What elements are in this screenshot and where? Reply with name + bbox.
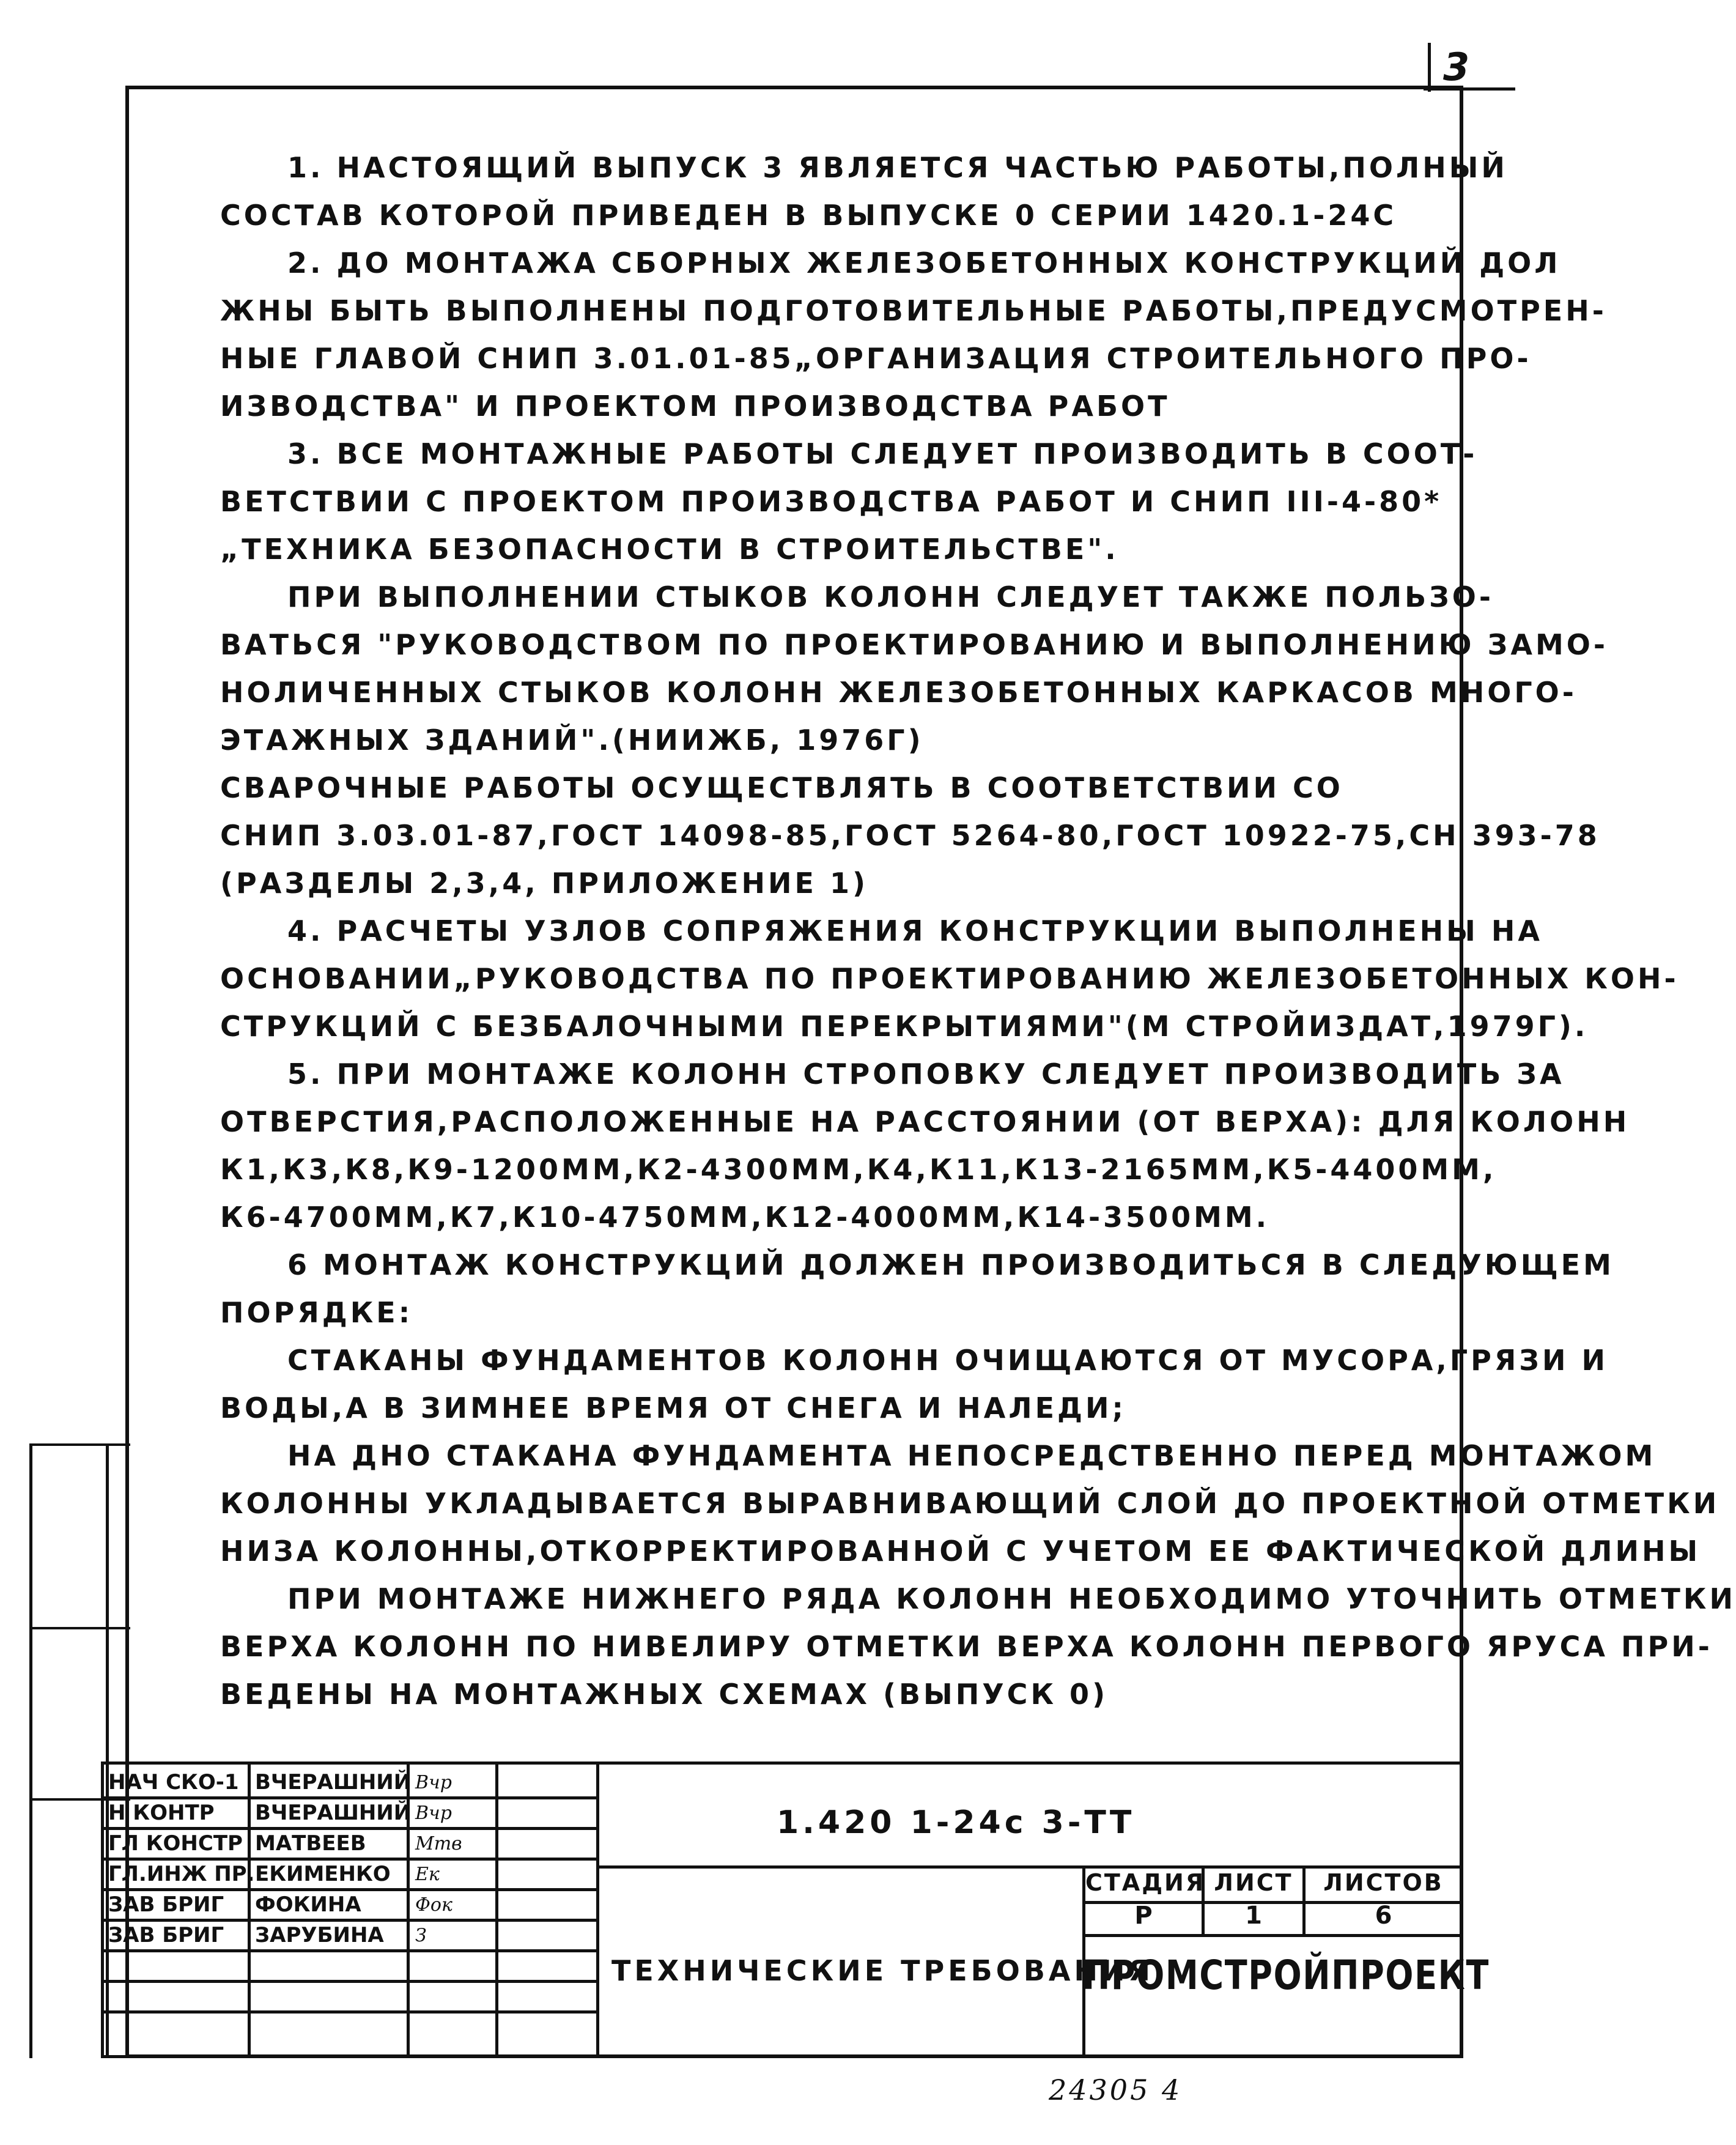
text-line: 5. ПРИ МОНТАЖЕ КОЛОНН СТРОПОВКУ СЛЕДУЕТ ПРОИЗВОДИТЬ ЗА [287,1058,1565,1091]
signature [412,1951,495,1981]
text-line: К6-4700ММ,К7,К10-4750ММ,К12-4000ММ,К14-3500ММ. [220,1201,1270,1234]
paragraph [220,1241,1614,1336]
sheets-value: 6 [1375,1902,1392,1930]
page-number: 3 [1428,43,1469,92]
text-line: НОЛИЧЕННЫХ СТЫКОВ КОЛОНН ЖЕЛЕЗОБЕТОННЫХ КАРКАСОВ МНОГО- [220,676,1577,709]
text-line: 6 МОНТАЖ КОНСТРУКЦИЙ ДОЛЖЕН ПРОИЗВОДИТЬСЯ В СЛЕДУЮЩЕМ [287,1248,1614,1281]
sheet-value: 1 [1245,1902,1262,1930]
text-line: ВАТЬСЯ "РУКОВОДСТВОМ ПО ПРОЕКТИРОВАНИЮ И ВЫПОЛНЕНИЮ ЗАМО- [220,628,1608,661]
signer-role: Н КОНТР [108,1801,215,1825]
paragraph [220,1336,1608,1432]
organization-name: ПРОМСТРОЙПРОЕКТ [1082,1952,1490,1999]
text-line: ЖНЫ БЫТЬ ВЫПОЛНЕНЫ ПОДГОТОВИТЕЛЬНЫЕ РАБОТЫ,ПРЕДУСМОТРЕН- [220,294,1607,327]
text-line: ОСНОВАНИИ„РУКОВОДСТВА ПО ПРОЕКТИРОВАНИЮ ЖЕЛЕЗОБЕТОННЫХ КОН- [220,962,1679,995]
text-line: ИЗВОДСТВА" И ПРОЕКТОМ ПРОИЗВОДСТВА РАБОТ [220,390,1170,423]
document-code: 1.420 1-24с 3-ТТ [777,1804,1136,1841]
text-line: НЫЕ ГЛАВОЙ СНИП 3.01.01-85„ОРГАНИЗАЦИЯ СТРОИТЕЛЬНОГО ПРО- [220,342,1532,375]
paragraph [220,144,1508,239]
signature: Мтв [415,1833,462,1854]
text-line: ПРИ МОНТАЖЕ НИЖНЕГО РЯДА КОЛОНН НЕОБХОДИМО УТОЧНИТЬ ОТМЕТКИ [287,1582,1736,1615]
signer-role: ГЛ.ИНЖ ПР. [108,1862,255,1886]
signer-role: ГЛ КОНСТР [108,1831,243,1856]
text-line: ВЕТСТВИИ С ПРОЕКТОМ ПРОИЗВОДСТВА РАБОТ И СНИП III-4-80* [220,485,1442,518]
signer-name: ВЧЕРАШНИЙ [255,1770,412,1795]
stage-header: СТАДИЯ [1085,1869,1206,1896]
signature: Вчр [415,1802,452,1824]
text-line: ВЕДЕНЫ НА МОНТАЖНЫХ СХЕМАХ (ВЫПУСК 0) [220,1678,1109,1711]
paragraph [220,430,1478,573]
signer-role: НАЧ СКО-1 [108,1770,239,1795]
left-margin-strip [29,1443,109,2058]
signer-name: ЗАРУБИНА [255,1923,384,1947]
text-line: СВАРОЧНЫЕ РАБОТЫ ОСУЩЕСТВЛЯТЬ В СООТВЕТСТВИИ СО [220,771,1343,804]
text-line: 4. РАСЧЕТЫ УЗЛОВ СОПРЯЖЕНИЯ КОНСТРУКЦИИ ВЫПОЛНЕНЫ НА [287,914,1543,947]
sheet-header: ЛИСТ [1214,1869,1293,1896]
paragraph [220,1575,1736,1718]
stage-value: Р [1134,1902,1153,1930]
signer-name [251,1951,407,1981]
signature: Ек [415,1864,440,1885]
signer-name: ЕКИМЕНКО [255,1862,391,1886]
text-line: 1. НАСТОЯЩИЙ ВЫПУСК 3 ЯВЛЯЕТСЯ ЧАСТЬЮ РАБОТЫ,ПОЛНЫЙ [287,151,1508,184]
text-line: ОТВЕРСТИЯ,РАСПОЛОЖЕННЫЕ НА РАССТОЯНИИ (ОТ ВЕРХА): ДЛЯ КОЛОНН [220,1105,1630,1138]
text-line: ЭТАЖНЫХ ЗДАНИЙ".(НИИЖБ, 1976Г) [220,724,924,757]
signature: Вчр [415,1772,452,1793]
signer-name: ФОКИНА [255,1892,361,1917]
paragraph [220,1050,1630,1241]
sheets-header: ЛИСТОВ [1323,1869,1444,1896]
signer-role [105,1951,248,1981]
signer-name: ВЧЕРАШНИЙ [255,1801,412,1825]
text-line: СОСТАВ КОТОРОЙ ПРИВЕДЕН В ВЫПУСКЕ 0 СЕРИИ 1420.1-24С [220,199,1397,232]
text-line: НА ДНО СТАКАНА ФУНДАМЕНТА НЕПОСРЕДСТВЕННО ПЕРЕД МОНТАЖОМ [287,1439,1657,1472]
text-line: СТРУКЦИЙ С БЕЗБАЛОЧНЫМИ ПЕРЕКРЫТИЯМИ"(М СТРОЙИЗДАТ,1979Г). [220,1010,1589,1043]
signer-role: ЗАВ БРИГ [108,1892,224,1917]
text-line: К1,К3,К8,К9-1200ММ,К2-4300ММ,К4,К11,К13-2165ММ,К5-4400ММ, [220,1153,1497,1186]
text-line: (РАЗДЕЛЫ 2,3,4, ПРИЛОЖЕНИЕ 1) [220,867,868,900]
text-line: 2. ДО МОНТАЖА СБОРНЫХ ЖЕЛЕЗОБЕТОННЫХ КОНСТРУКЦИЙ ДОЛ [287,246,1561,280]
text-line: НИЗА КОЛОННЫ,ОТКОРРЕКТИРОВАННОЙ С УЧЕТОМ ЕЕ ФАКТИЧЕСКОЙ ДЛИНЫ [220,1535,1701,1568]
text-line: СНИП 3.03.01-87,ГОСТ 14098-85,ГОСТ 5264-80,ГОСТ 10922-75,СН 393-78 [220,819,1600,852]
signer-name: МАТВЕЕВ [255,1831,366,1856]
text-line: „ТЕХНИКА БЕЗОПАСНОСТИ В СТРОИТЕЛЬСТВЕ". [220,533,1119,566]
signer-role: ЗАВ БРИГ [108,1923,224,1947]
text-line: ВЕРХА КОЛОНН ПО НИВЕЛИРУ ОТМЕТКИ ВЕРХА КОЛОНН ПЕРВОГО ЯРУСА ПРИ- [220,1630,1713,1663]
paragraph [220,239,1607,430]
paragraph [220,573,1608,764]
paragraph [220,907,1679,1050]
text-line: СТАКАНЫ ФУНДАМЕНТОВ КОЛОНН ОЧИЩАЮТСЯ ОТ МУСОРА,ГРЯЗИ И [287,1344,1608,1377]
archive-number: 24305 4 [1049,2073,1183,2106]
text-line: ВОДЫ,А В ЗИМНЕЕ ВРЕМЯ ОТ СНЕГА И НАЛЕДИ; [220,1391,1126,1424]
technical-requirements-text [220,144,1736,1718]
text-line: ПРИ ВЫПОЛНЕНИИ СТЫКОВ КОЛОНН СЛЕДУЕТ ТАКЖЕ ПОЛЬЗО- [287,580,1494,613]
text-line: ПОРЯДКЕ: [220,1296,413,1329]
signer-role [105,1982,248,2012]
signature: Фок [415,1894,452,1916]
text-line: КОЛОННЫ УКЛАДЫВАЕТСЯ ВЫРАВНИВАЮЩИЙ СЛОЙ ДО ПРОЕКТНОЙ ОТМЕТКИ [220,1487,1720,1520]
paragraph [220,764,1600,907]
paragraph [220,1432,1720,1575]
document-title: ТЕХНИЧЕСКИЕ ТРЕБОВАНИЯ [611,1954,1154,1987]
signature [412,1982,495,2012]
text-line: 3. ВСЕ МОНТАЖНЫЕ РАБОТЫ СЛЕДУЕТ ПРОИЗВОДИТЬ В СООТ- [287,437,1478,470]
signer-name [251,1982,407,2012]
signature: З [415,1925,427,1946]
